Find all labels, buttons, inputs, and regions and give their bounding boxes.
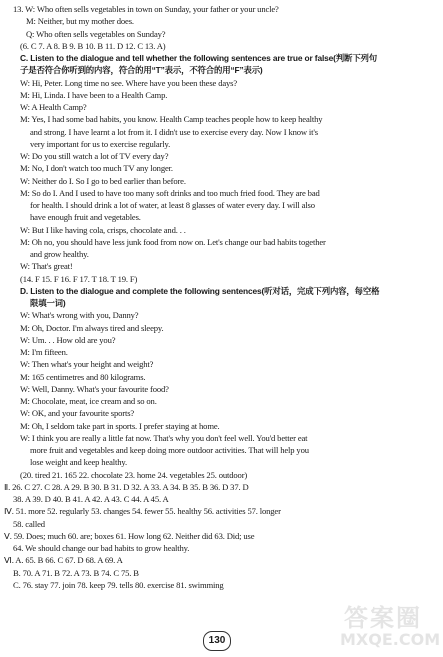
answer-line: 38. A 39. D 40. B 41. A 42. A 43. C 44. A 45. A xyxy=(13,494,169,504)
text-line: M: Oh, I seldom take part in sports. I prefer staying at home. xyxy=(20,420,220,431)
section-heading: 限填一词) xyxy=(30,298,66,308)
text-line: W: Neither do I. So I go to bed earlier than before. xyxy=(20,175,186,186)
text-line: W: OK, and your favourite sports? xyxy=(20,408,135,419)
text-line: M: Chocolate, meat, ice cream and so on. xyxy=(20,396,157,406)
text-line: and grow healthy. xyxy=(30,249,89,259)
text-line: for health. I should drink a lot of water, at least 8 glasses of water every day. I will also xyxy=(30,200,315,210)
text-line: M: Neither, but my mother does. xyxy=(26,16,134,27)
text-line: have enough fruit and vegetables. xyxy=(30,212,141,223)
answer-line: Ⅳ. 51. more 52. regularly 53. changes 54. fewer 55. healthy 56. activities 57. longer xyxy=(4,506,281,517)
text-line: very important for us to exercise regularly. xyxy=(30,138,171,149)
text-line: W: But I like having cola, crisps, chocolate and. . . xyxy=(20,224,186,235)
text-line: W: Well, Danny. What's your favourite food? xyxy=(20,383,169,394)
answer-line: (20. tired 21. 165 22. chocolate 23. home 24. vegetables 25. outdoor) xyxy=(20,469,248,480)
answer-line: C. 76. stay 77. join 78. keep 79. tells 80. exercise 81. swimming xyxy=(13,579,224,590)
answer-line: (6. C 7. A 8. B 9. B 10. B 11. D 12. C 13. A) xyxy=(20,40,166,51)
answer-line: Ⅴ. 59. Does; much 60. are; boxes 61. How long 62. Neither did 63. Did; use xyxy=(4,530,255,541)
text-line: W: Um. . . How old are you? xyxy=(20,334,116,345)
text-line: lose weight and keep healthy. xyxy=(30,457,127,468)
text-line: M: Oh, Doctor. I'm always tired and sleepy. xyxy=(20,322,164,333)
answer-line: B. 70. A 71. B 72. A 73. B 74. C 75. B xyxy=(13,567,139,578)
text-line: M: So do I. And I used to have too many soft drinks and too much fried food. They are bad xyxy=(20,187,320,198)
watermark-text: 答案圈 xyxy=(344,604,422,632)
text-line: M: Oh no, you should have less junk food from now on. Let's change our bad habits together xyxy=(20,236,326,247)
answer-line: 64. We should change our bad habits to grow healthy. xyxy=(13,543,190,553)
watermark-logo xyxy=(336,594,441,654)
text-line: W: I think you are really a little fat now. That's why you don't feel well. You'd better eat xyxy=(20,432,308,443)
answer-line: Ⅵ. A. 65. B 66. C 67. D 68. A 69. A xyxy=(4,555,123,566)
text-line: M: I'm fifteen. xyxy=(20,347,68,357)
text-line: W: That's great! xyxy=(20,261,73,272)
text-line: W: Hi, Peter. Long time no see. Where have you been these days? xyxy=(20,77,238,88)
section-heading: D. Listen to the dialogue and complete the following sentences(听对话，完成下列内容，每空格 xyxy=(20,285,380,296)
section-heading: C. Listen to the dialogue and tell whether the following sentences are true or false(判断下列句 xyxy=(20,53,377,63)
page-number: 130 xyxy=(203,631,231,651)
text-line: and strong. I have learnt a lot from it. I didn't use to exercise every day. Now I know it's xyxy=(30,126,319,137)
answer-line: (14. F 15. F 16. F 17. T 18. T 19. F) xyxy=(20,273,138,284)
text-line: M: No, I don't watch too much TV any longer. xyxy=(20,163,173,174)
text-line: W: A Health Camp? xyxy=(20,102,87,112)
text-line: M: Yes, I had some bad habits, you know. Health Camp teaches people how to keep healthy xyxy=(20,114,323,125)
text-line: Q: Who often sells vegetables on Sunday? xyxy=(26,28,166,39)
text-line: M: Hi, Linda. I have been to a Health Camp. xyxy=(20,89,168,100)
text-line: W: Do you still watch a lot of TV every day? xyxy=(20,151,169,161)
answer-line: Ⅱ. 26. C 27. C 28. A 29. B 30. B 31. D 32. A 33. A 34. B 35. B 36. D 37. D xyxy=(4,481,249,492)
text-line: W: Then what's your height and weight? xyxy=(20,359,154,370)
text-line: 13. W: Who often sells vegetables in town on Sunday, your father or your uncle? xyxy=(13,4,279,14)
text-line: more fruit and vegetables and keep doing more outdoor activities. That will help you xyxy=(30,445,309,455)
answer-line: 58. called xyxy=(13,518,45,529)
text-line: M: 165 centimetres and 80 kilograms. xyxy=(20,371,146,382)
section-heading: 子是否符合你听到的内容，符合的用“T”表示，不符合的用“F”表示) xyxy=(20,65,263,76)
text-line: W: What's wrong with you, Danny? xyxy=(20,310,139,321)
watermark-url: MXQE.COM xyxy=(340,630,441,649)
